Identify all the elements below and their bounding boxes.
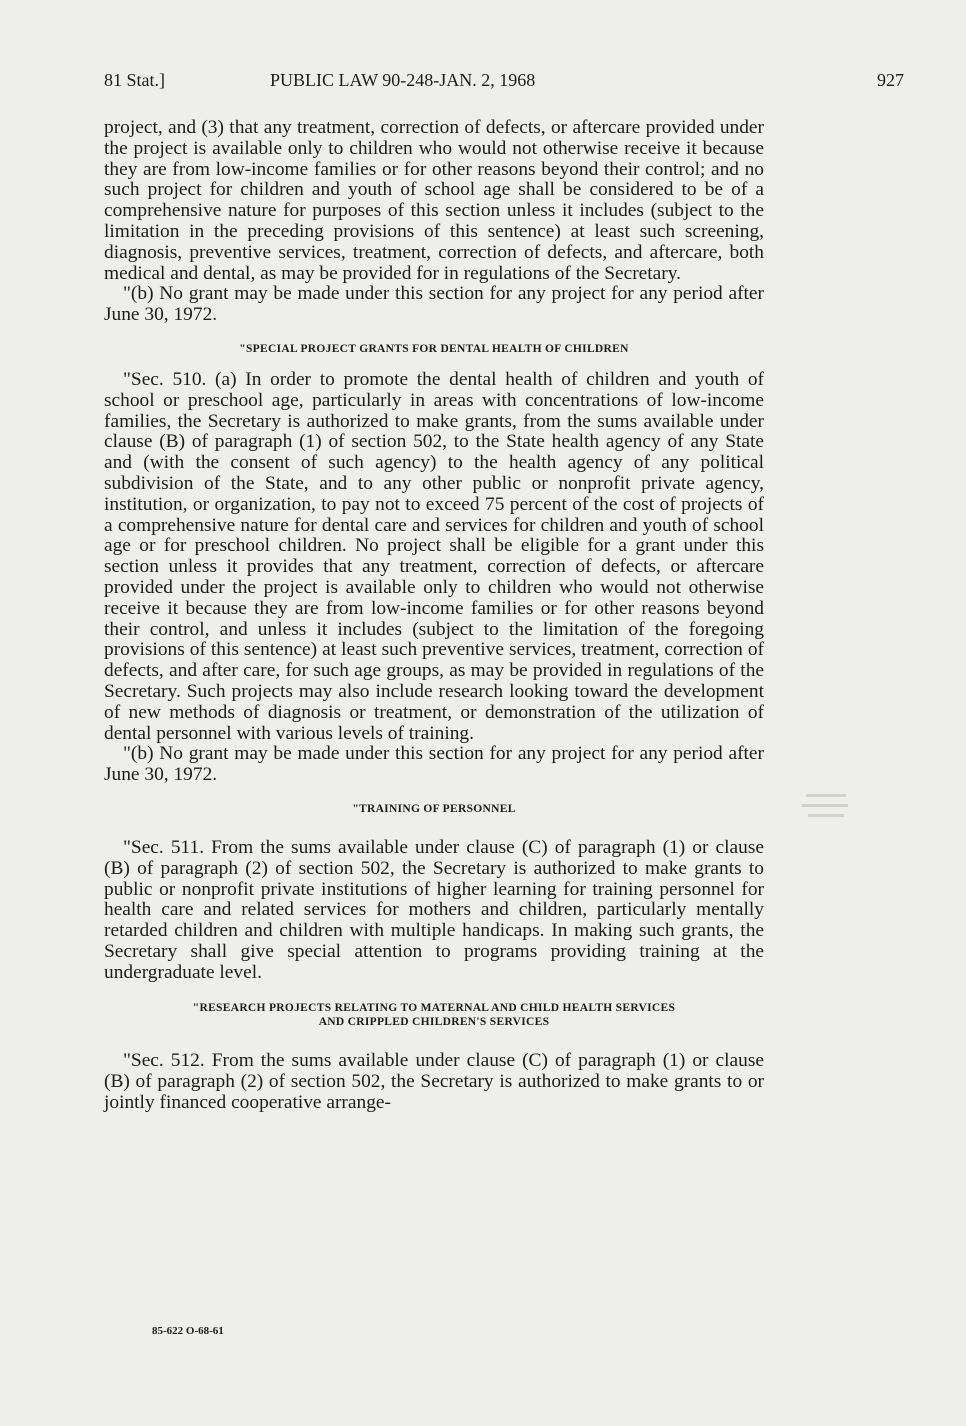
page-number: 927 — [877, 70, 904, 90]
heading-dental-health: "SPECIAL PROJECT GRANTS FOR DENTAL HEALTH OF CHILDREN — [239, 342, 629, 355]
footer-print-code: 85-622 O-68-61 — [152, 1325, 224, 1337]
heading-research-line-1: "RESEARCH PROJECTS RELATING TO MATERNAL AND CHILD HEALTH SERVICES — [192, 1002, 676, 1015]
statute-citation: 81 Stat.] — [104, 70, 165, 90]
heading-training-personnel: "TRAINING OF PERSONNEL — [352, 802, 516, 815]
document-body — [104, 118, 764, 1114]
page-header — [104, 70, 904, 98]
paragraph-509b: "(b) No grant may be made under this section for any project for any period after June 30, 1972. — [104, 283, 764, 326]
bleed-through-margin-note — [800, 790, 860, 830]
paragraph-511: "Sec. 511. From the sums available under clause (C) of paragraph (1) or clause (B) of paragraph (2) of section 502, the Secretary is authorized to make grants to public or nonprofit private institutions of higher learning for training personnel for health care and related services for mothers and children, particularly mentally retarded children and children with multiple handicaps. In making such grants, the Secretary shall give special attention to programs providing training at the undergraduate level. — [104, 836, 764, 983]
paragraph-512: "Sec. 512. From the sums available under clause (C) of paragraph (1) or clause (B) of paragraph (2) of section 502, the Secretary is authorized to make grants to or jointly financed cooperative arrange- — [104, 1050, 764, 1114]
paragraph-continuation: project, and (3) that any treatment, correction of defects, or aftercare provided under the project is available only to children who would not otherwise receive it because they are from low-income families or for other reasons beyond their control; and no such project for children and youth of school age shall be considered to be of a comprehensive nature for purposes of this section unless it includes (subject to the limitation in the preceding provisions of this sentence) at least such screening, diagnosis, preventive services, treatment, correction of defects, and aftercare, both medical and dental, as may be provided for in regulations of the Secretary. — [104, 117, 764, 284]
running-title: PUBLIC LAW 90-248-JAN. 2, 1968 — [270, 70, 536, 90]
paragraph-510a: "Sec. 510. (a) In order to promote the dental health of children and youth of school or preschool age, particularly in areas with concentrations of low-income families, the Secretary is authorized to make grants, from the sums available under clause (B) of paragraph (1) of section 502, to the State health agency of any State and (with the consent of such agency) to the health agency of any political subdivision of the State, and to any other public or nonprofit private agency, institution, or organization, to pay not to exceed 75 percent of the cost of projects of a comprehensive nature for dental care and services for children and youth of school age or for preschool children. No project shall be eligible for a grant under this section unless it provides that any treatment, correction of defects, or aftercare provided under the project is available only to children who would not otherwise receive it because they are from low-income families or for other reasons beyond their control, and unless it includes (subject to the limitation of the foregoing provisions of this sentence) at least such preventive services, treatment, correction of defects, and after care, for such age groups, as may be provided in regulations of the Secretary. Such projects may also include research looking toward the development of new methods of diagnosis or treatment, or demonstration of the utilization of dental personnel with various levels of training. — [104, 368, 764, 744]
heading-research-line-2: AND CRIPPLED CHILDREN'S SERVICES — [318, 1016, 550, 1029]
paragraph-510b: "(b) No grant may be made under this section for any project for any period after June 30, 1972. — [104, 743, 764, 786]
bleed-through-marks — [800, 790, 860, 830]
heading-research-projects — [104, 1001, 764, 1029]
